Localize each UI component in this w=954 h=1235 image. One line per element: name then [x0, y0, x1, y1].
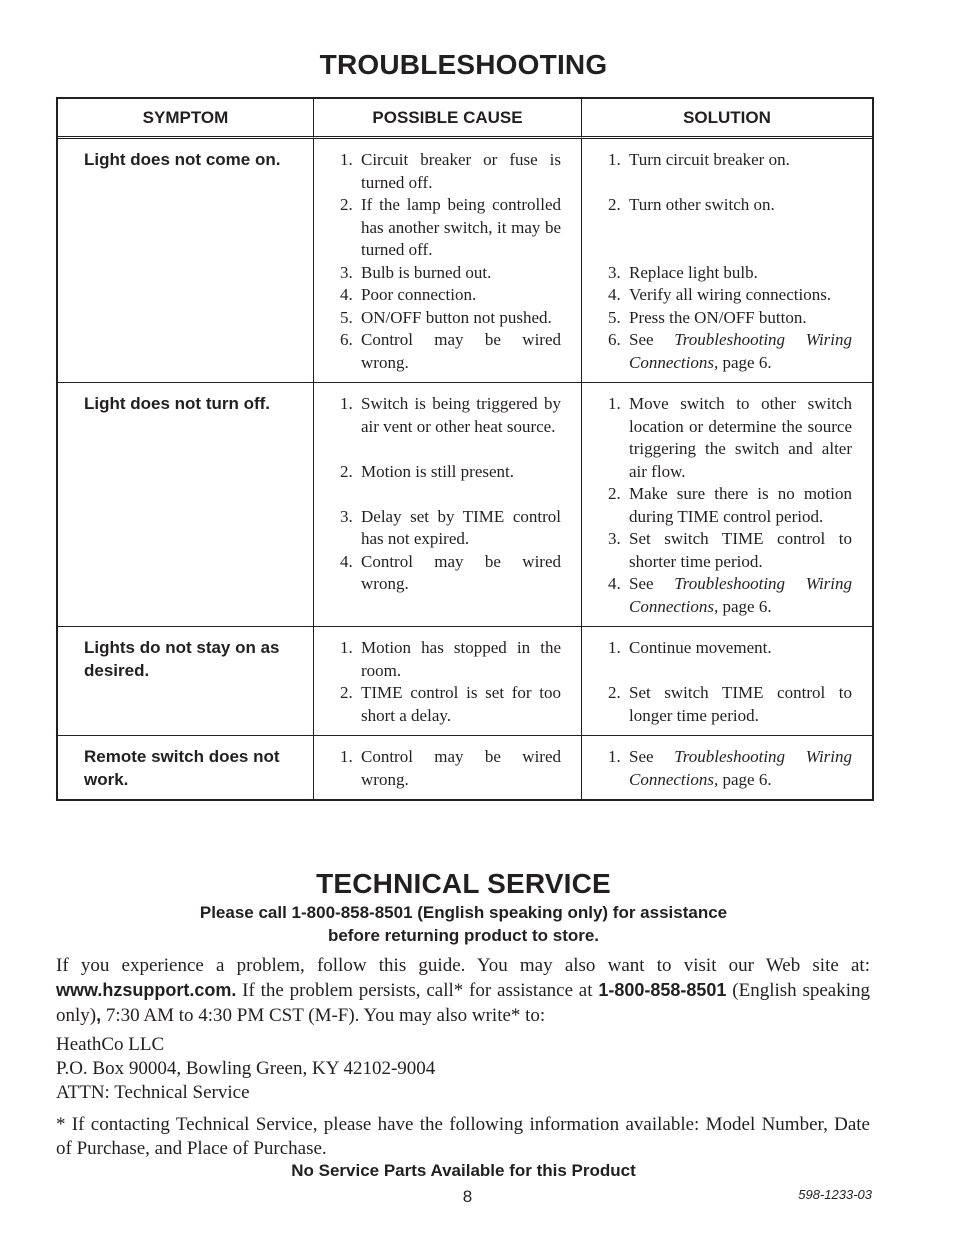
item-text: Press the ON/OFF button.: [629, 307, 807, 327]
item-text: Circuit breaker or fuse is turned off.: [361, 150, 561, 192]
symptom-cell: Lights do not stay on as desired.: [58, 627, 314, 736]
item-number: 2.: [608, 484, 621, 503]
cause-cell: [314, 139, 582, 383]
list-item: [608, 393, 852, 483]
item-number: 4.: [340, 551, 353, 571]
item-number: 1.: [608, 747, 621, 766]
address-line-po-box: P.O. Box 90004, Bowling Green, KY 42102-9004: [56, 1058, 436, 1079]
item-number: 4.: [340, 285, 353, 304]
list-item: [340, 329, 561, 374]
list-item: [608, 194, 852, 217]
solution-list: [582, 736, 872, 799]
item-text: Make sure there is no motion during TIME control period.: [629, 484, 852, 526]
cause-list: [314, 139, 581, 382]
item-text: Turn circuit breaker on.: [629, 150, 790, 169]
list-item: [340, 149, 561, 194]
address-line-company: HeathCo LLC: [56, 1034, 165, 1055]
no-service-parts-note: No Service Parts Available for this Product: [291, 1161, 636, 1180]
item-text: Motion is still present.: [361, 461, 514, 481]
service-paragraph-text-a: If you experience a problem, follow this guide. You may also want to visit our Web site at:: [56, 955, 870, 976]
solution-cell: [582, 627, 872, 736]
item-text: Move switch to other switch location or determine the source triggering the switch and alter air flow.: [629, 394, 852, 481]
item-text: Control may be wired wrong.: [361, 330, 561, 372]
item-text: Motion has stopped in the room.: [361, 638, 561, 680]
item-text: Delay set by TIME control has not expired.: [361, 506, 561, 548]
item-number: 1.: [608, 638, 621, 657]
solution-cell: [582, 736, 872, 799]
list-item: [608, 262, 852, 285]
item-page-ref: page 6.: [722, 596, 772, 616]
item-number: 2.: [340, 683, 353, 702]
item-number: 2.: [340, 461, 353, 481]
header-possible-cause: POSSIBLE CAUSE: [314, 99, 582, 139]
list-item: [340, 262, 561, 285]
item-text: See: [629, 747, 654, 766]
list-item: [608, 746, 852, 791]
item-text: Verify all wiring connections.: [629, 285, 832, 304]
item-reference: Troubleshooting Wiring Connections,: [629, 574, 852, 616]
item-number: 1.: [608, 150, 621, 169]
item-number: 2.: [608, 683, 621, 702]
cause-list: [314, 383, 581, 604]
table-row: [58, 627, 872, 736]
item-text: If the lamp being controlled has another switch, it may be turned off.: [361, 195, 561, 259]
list-item: [340, 637, 561, 682]
item-number: 6.: [340, 330, 353, 349]
address-line-attn: ATTN: Technical Service: [56, 1082, 250, 1103]
technical-service-subtitle-line1: Please call 1-800-858-8501 (English speaking only) for assistance: [199, 903, 728, 922]
item-number: 3.: [340, 262, 353, 282]
item-text: Turn other switch on.: [629, 195, 775, 214]
item-text: Control may be wired wrong.: [361, 551, 561, 593]
item-text: Set switch TIME control to shorter time period.: [629, 529, 852, 571]
item-text: TIME control is set for too short a delay.: [361, 683, 561, 725]
solution-cell: [582, 139, 872, 383]
item-text: Switch is being triggered by air vent or other heat source.: [361, 394, 561, 436]
header-symptom: SYMPTOM: [58, 99, 314, 139]
solution-cell: [582, 383, 872, 627]
solution-list: [582, 139, 872, 382]
symptom-cell: Light does not turn off.: [58, 383, 314, 627]
item-number: 4.: [608, 574, 621, 593]
item-number: 3.: [608, 529, 621, 548]
table-row: [58, 383, 872, 627]
list-item: [608, 682, 852, 727]
header-solution: SOLUTION: [582, 99, 872, 139]
list-item: [608, 284, 852, 307]
support-website-link[interactable]: www.hzsupport.com.: [56, 980, 237, 1000]
list-item: [608, 329, 852, 374]
item-number: 1.: [340, 747, 353, 766]
troubleshooting-title: TROUBLESHOOTING: [319, 49, 608, 80]
cause-cell: [314, 736, 582, 799]
item-number: 5.: [340, 307, 353, 327]
page-number: 8: [462, 1187, 473, 1206]
list-item: [340, 461, 561, 484]
item-page-ref: page 6.: [722, 769, 772, 789]
table-row: [58, 736, 872, 799]
service-paragraph-text-c: (English speaking only): [56, 980, 870, 1026]
troubleshooting-table: [56, 97, 874, 801]
item-text: ON/OFF button not pushed.: [361, 307, 552, 327]
list-item: [340, 682, 561, 727]
item-number: 3.: [608, 262, 621, 282]
list-item: [340, 551, 561, 596]
technical-service-subtitle-line2: before returning product to store.: [327, 926, 600, 945]
item-page-ref: page 6.: [722, 352, 772, 372]
cause-list: [314, 627, 581, 735]
item-number: 2.: [340, 195, 353, 214]
contact-info-note: * If contacting Technical Service, please have the following information available: Model Number, Date of Purchase, and Place of Purchase.: [56, 1114, 870, 1159]
list-item: [340, 307, 561, 330]
item-number: 5.: [608, 307, 621, 327]
item-text: Replace light bulb.: [629, 262, 758, 282]
item-number: 1.: [340, 150, 353, 169]
item-text: Control may be wired wrong.: [361, 747, 561, 789]
item-number: 4.: [608, 285, 621, 304]
item-number: 6.: [608, 330, 621, 349]
list-item: [608, 637, 852, 660]
service-paragraph-comma: ,: [96, 1005, 102, 1025]
table-row: [58, 139, 872, 383]
list-item: [340, 393, 561, 438]
service-paragraph: [56, 954, 870, 1028]
list-item: [608, 573, 852, 618]
list-item: [340, 506, 561, 551]
technical-service-title: TECHNICAL SERVICE: [316, 868, 611, 899]
list-item: [608, 483, 852, 528]
item-reference: Troubleshooting Wiring Connections,: [629, 747, 852, 789]
cause-cell: [314, 383, 582, 627]
list-item: [608, 307, 852, 330]
list-item: [608, 528, 852, 573]
list-item: [608, 149, 852, 172]
item-text: See: [629, 574, 654, 593]
item-number: 1.: [340, 638, 353, 657]
item-text: Set switch TIME control to longer time period.: [629, 683, 852, 725]
solution-list: [582, 627, 872, 735]
item-text: Continue movement.: [629, 638, 772, 657]
service-paragraph-text-d: 7:30 AM to 4:30 PM CST (M-F). You may also write* to:: [105, 1005, 546, 1026]
item-number: 3.: [340, 506, 353, 526]
support-phone-number: 1-800-858-8501: [598, 980, 727, 1000]
item-text: Bulb is burned out.: [361, 262, 492, 282]
item-text: See: [629, 330, 654, 349]
symptom-cell: Remote switch does not work.: [58, 736, 314, 799]
cause-list: [314, 736, 581, 799]
item-number: 2.: [608, 195, 621, 214]
item-text: Poor connection.: [361, 285, 477, 304]
document-code: 598-1233-03: [798, 1187, 872, 1202]
troubleshooting-rows: [58, 139, 872, 799]
list-item: [340, 746, 561, 791]
item-number: 1.: [340, 394, 353, 413]
item-number: 1.: [608, 394, 621, 413]
list-item: [340, 284, 561, 307]
solution-list: [582, 383, 872, 626]
service-paragraph-text-b: If the problem persists, call* for assistance at: [242, 980, 593, 1001]
symptom-cell: Light does not come on.: [58, 139, 314, 383]
cause-cell: [314, 627, 582, 736]
item-reference: Troubleshooting Wiring Connections,: [629, 330, 852, 372]
list-item: [340, 194, 561, 262]
